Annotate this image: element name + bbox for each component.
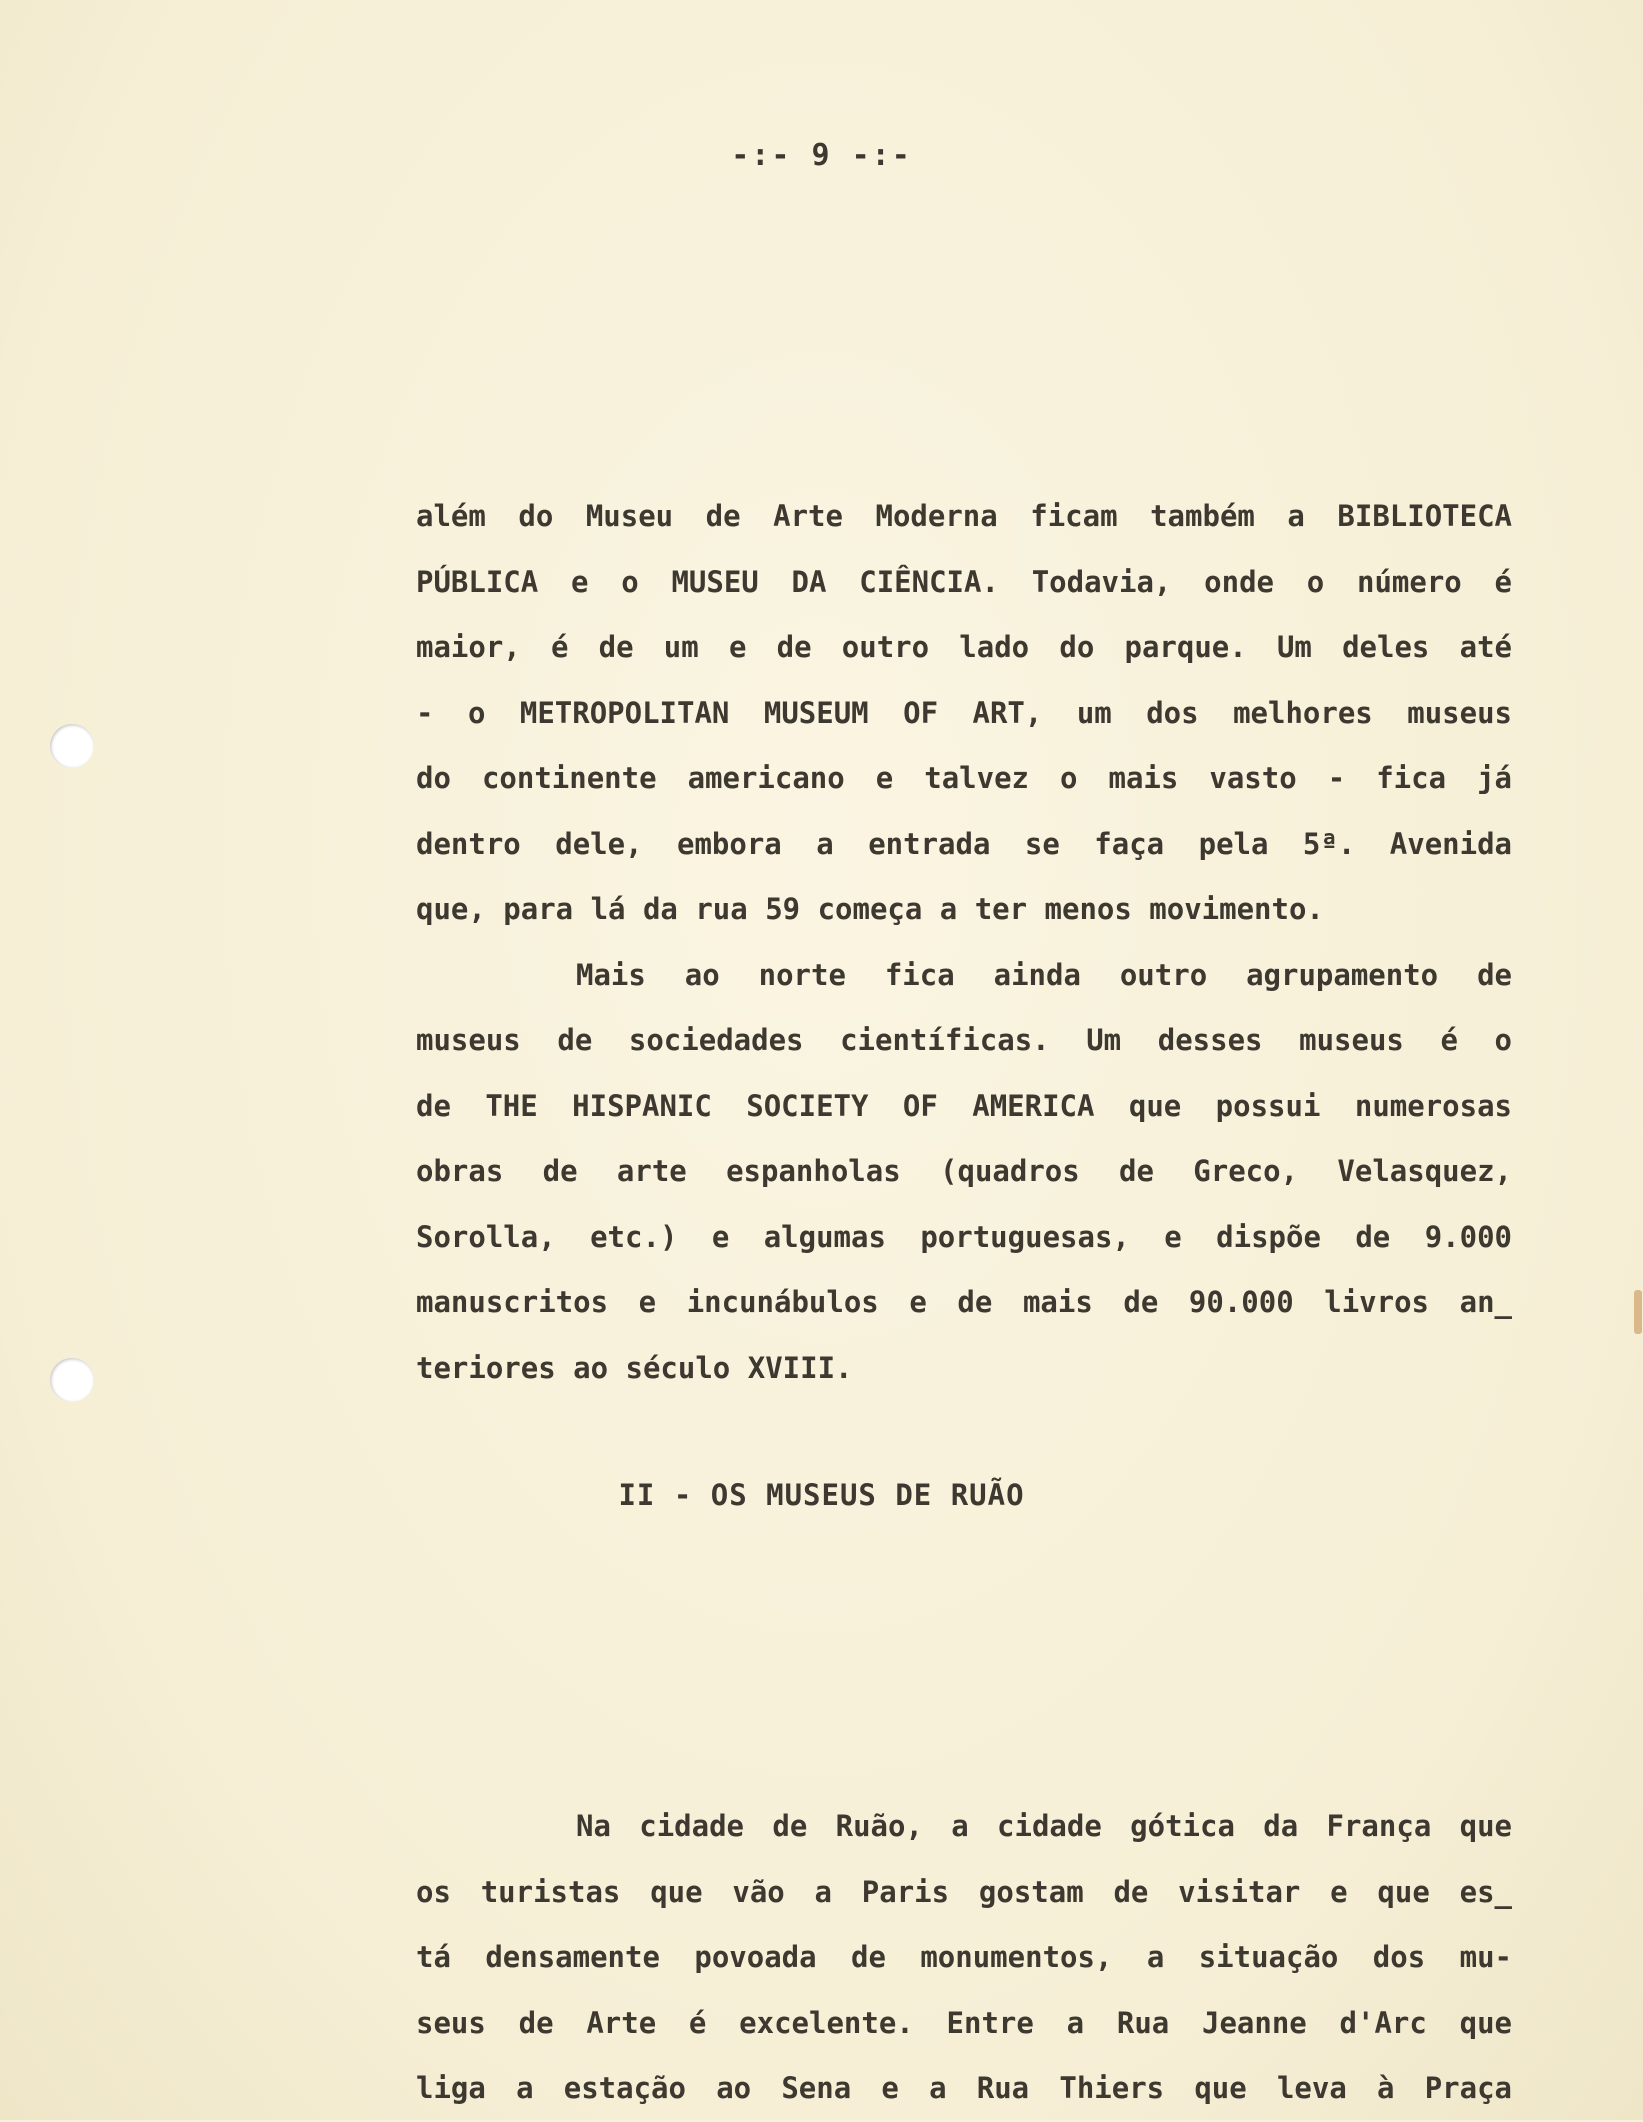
text-line: manuscritos e incunábulos e de mais de 90.000 livros an_: [416, 1285, 1512, 1319]
text-line: além do Museu de Arte Moderna ficam também a BIBLIOTECA: [416, 499, 1512, 533]
body-text-bottom: [416, 1794, 1512, 2105]
text-line: obras de arte espanholas (quadros de Greco, Velasquez,: [416, 1154, 1512, 1188]
text-line: de THE HISPANIC SOCIETY OF AMERICA que possui numerosas: [416, 1088, 1512, 1123]
text-line: Na cidade de Ruão, a cidade gótica da França que: [576, 1809, 1512, 1843]
text-line: que, para lá da rua 59 começa a ter menos movimento.: [416, 892, 1324, 926]
punch-hole: [50, 1358, 94, 1402]
section-title: II - OS MUSEUS DE RUÃO: [618, 1478, 1025, 1512]
text-line: maior, é de um e de outro lado do parque. Um deles até: [416, 630, 1512, 664]
text-line: Sorolla, etc.) e algumas portuguesas, e dispõe de 9.000: [416, 1219, 1512, 1254]
text-line: museus de sociedades científicas. Um desses museus é o: [416, 1023, 1512, 1057]
body-text-top: [416, 484, 1512, 1401]
text-line: seus de Arte é excelente. Entre a Rua Jeanne d'Arc que: [416, 2005, 1512, 2040]
text-line: - o METROPOLITAN MUSEUM OF ART, um dos melhores museus: [416, 695, 1512, 730]
text-line: dentro dele, embora a entrada se faça pela 5ª. Avenida: [416, 826, 1512, 861]
text-line: tá densamente povoada de monumentos, a situação dos mu-: [416, 1940, 1512, 1974]
text-line: do continente americano e talvez o mais vasto - fica já: [416, 761, 1512, 795]
text-line: Mais ao norte fica ainda outro agrupamento de: [576, 957, 1512, 992]
text-line: os turistas que vão a Paris gostam de visitar e que es_: [416, 1874, 1512, 1909]
text-line: teriores ao século XVIII.: [416, 1350, 853, 1385]
paper-edge-mark: [1634, 1290, 1642, 1334]
text-line: liga a estação ao Sena e a Rua Thiers que leva à Praça: [416, 2071, 1512, 2105]
punch-hole: [50, 724, 94, 768]
page-number: -:- 9 -:-: [731, 138, 912, 173]
text-line: PÚBLICA e o MUSEU DA CIÊNCIA. Todavia, onde o número é: [416, 564, 1512, 599]
